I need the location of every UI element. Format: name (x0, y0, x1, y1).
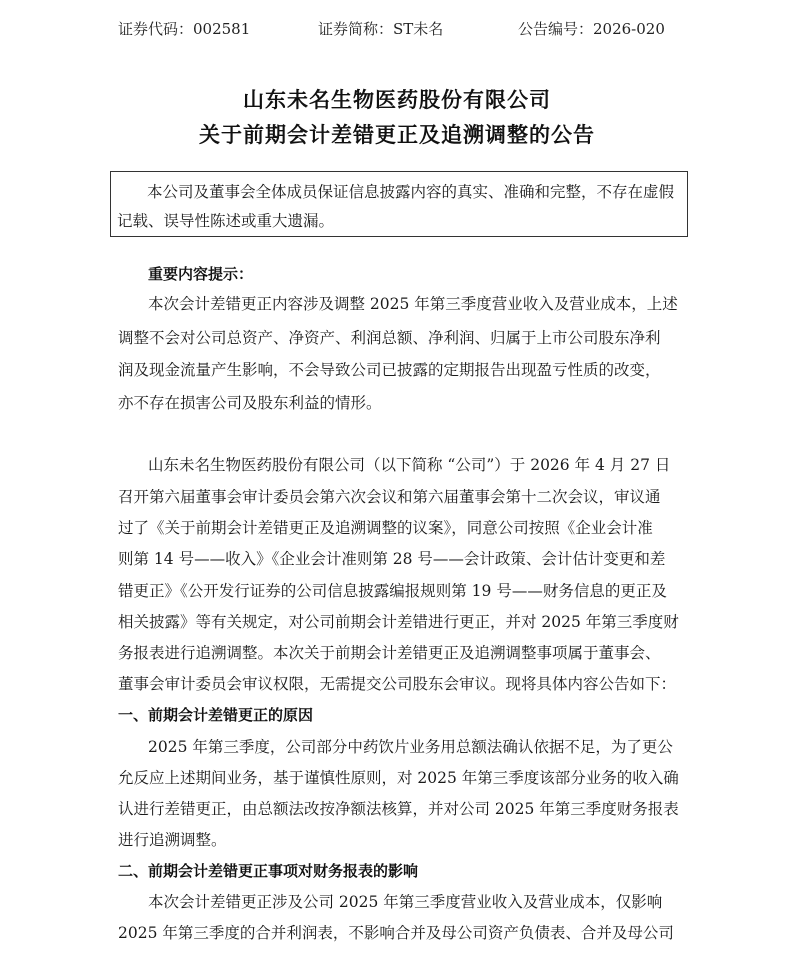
section-1-line-2: 允反应上述期间业务，基于谨慎性原则，对 2025 年第三季度该部分业务的收入确 (118, 769, 679, 787)
intro-line-7: 务报表进行追溯调整。本次关于前期会计差错更正及追溯调整事项属于董事会、 (118, 644, 661, 662)
intro-line-6: 相关披露》等有关规定，对公司前期会计差错进行更正，并对 2025 年第三季度财 (118, 613, 679, 631)
intro-line-2: 召开第六届董事会审计委员会第六次会议和第六届董事会第十二次会议，审议通 (118, 488, 661, 506)
announcement-number: 公告编号：2026-020 (518, 20, 665, 38)
disclaimer-box (110, 171, 688, 237)
intro-line-1: 山东未名生物医药股份有限公司（以下简称 “公司”）于 2026 年 4 月 27 日 (148, 456, 671, 474)
intro-line-5: 错更正》《公开发行证券的公司信息披露编报规则第 19 号——财务信息的更正及 (118, 582, 667, 600)
important-line-2: 调整不会对公司总资产、净资产、利润总额、净利润、归属于上市公司股东净利 (118, 329, 661, 347)
important-heading: 重要内容提示： (148, 265, 254, 283)
section-1-line-4: 进行追溯调整。 (118, 831, 227, 849)
stock-abbreviation: 证券简称：ST未名 (318, 20, 444, 38)
important-line-4: 亦不存在损害公司及股东利益的情形。 (118, 394, 382, 412)
section-1-heading: 一、前期会计差错更正的原因 (118, 706, 314, 724)
intro-line-4: 则第 14 号——收入》《企业会计准则第 28 号——会计政策、会计估计变更和差 (118, 550, 666, 568)
intro-line-3: 过了《关于前期会计差错更正及追溯调整的议案》，同意公司按照《企业会计准 (118, 519, 653, 537)
important-line-3: 润及现金流量产生影响，不会导致公司已披露的定期报告出现盈亏性质的改变， (118, 361, 661, 379)
document-header (0, 17, 794, 41)
section-1-line-3: 认进行差错更正，由总额法改按净额法核算，并对公司 2025 年第三季度财务报表 (118, 800, 679, 818)
section-2-heading: 二、前期会计差错更正事项对财务报表的影响 (118, 862, 419, 880)
stock-code: 证券代码：002581 (118, 20, 251, 38)
intro-line-8: 董事会审计委员会审议权限，无需提交公司股东会审议。现将具体内容公告如下： (118, 675, 677, 693)
section-2-line-1: 本次会计差错更正涉及公司 2025 年第三季度营业收入及营业成本，仅影响 (148, 893, 663, 911)
disclaimer-line-2: 记载、误导性陈述或重大遗漏。 (117, 212, 335, 230)
disclaimer-line-1: 本公司及董事会全体成员保证信息披露内容的真实、准确和完整，不存在虚假 (147, 183, 675, 201)
section-1-line-1: 2025 年第三季度，公司部分中药饮片业务用总额法确认依据不足，为了更公 (148, 738, 673, 756)
important-line-1: 本次会计差错更正内容涉及调整 2025 年第三季度营业收入及营业成本，上述 (148, 295, 678, 313)
company-title: 山东未名生物医药股份有限公司 (243, 88, 551, 112)
announcement-title: 关于前期会计差错更正及追溯调整的公告 (199, 123, 595, 147)
section-2-line-2: 2025 年第三季度的合并利润表，不影响合并及母公司资产负债表、合并及母公司 (118, 924, 674, 942)
